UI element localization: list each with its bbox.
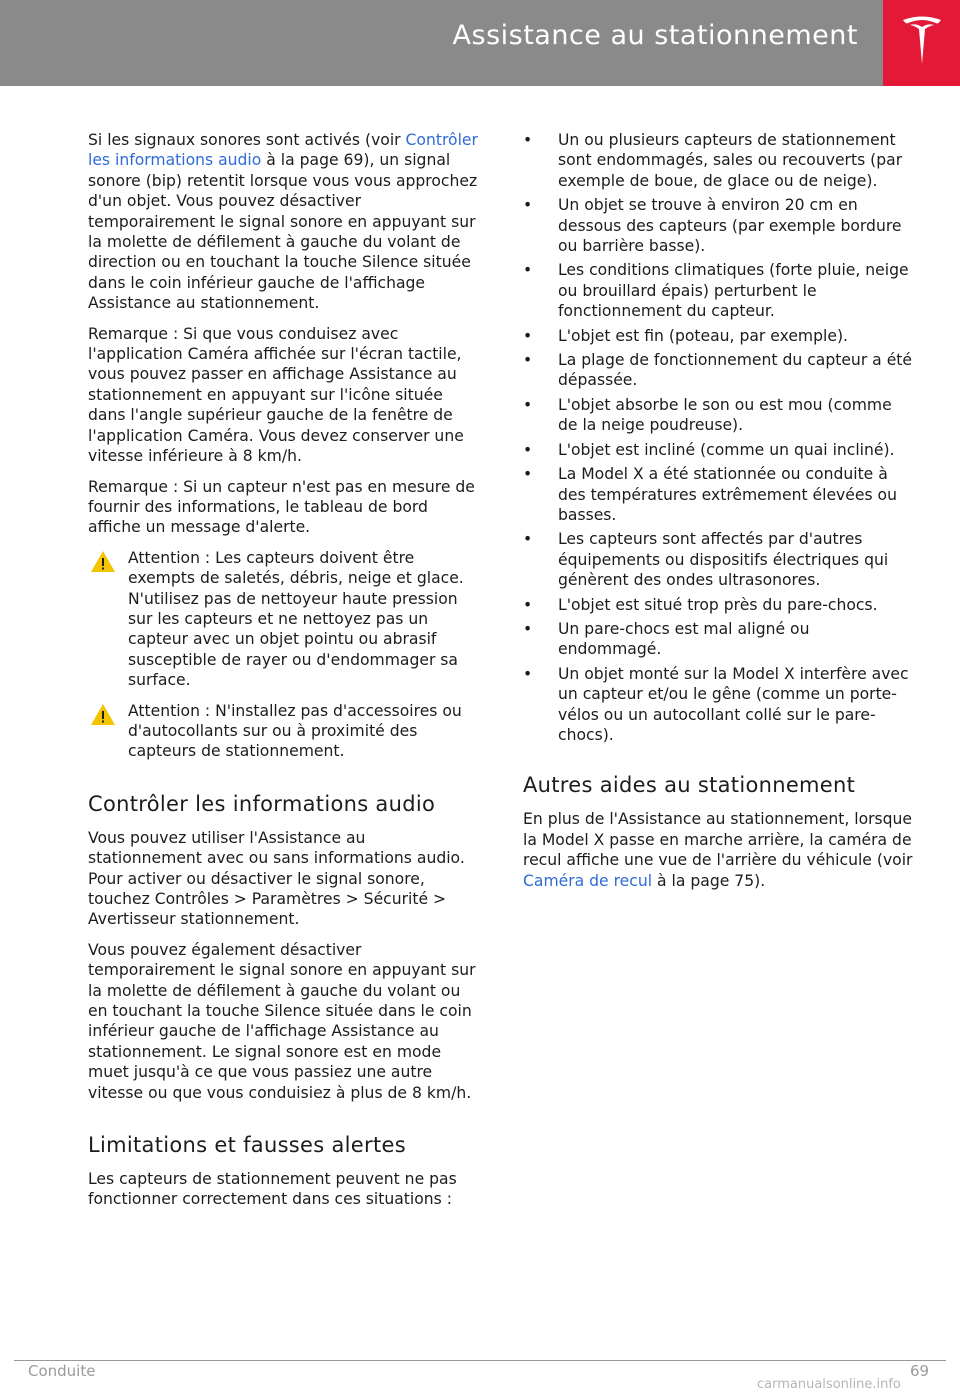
audio-paragraph-2: Vous pouvez également désactiver temporairement le signal sonore en appuyant sur la molette de défilement à gauche du volant ou en touchant la touche Silence située dans le coin inférieur gauche de l'affichage Assistance au stationnement. Le signal sonore est en mode muet jusqu'à ce que vous passiez une autre vitesse ou que vous conduisiez à plus de 8 km/h. bbox=[88, 940, 476, 1102]
list-item: • L'objet est incliné (comme un quai incliné). bbox=[523, 440, 895, 459]
heading-limitations: Limitations et fausses alertes bbox=[88, 1133, 406, 1158]
footer-section: Conduite bbox=[28, 1362, 96, 1380]
bullet: • bbox=[523, 131, 533, 149]
page-number: 69 bbox=[910, 1362, 930, 1380]
watermark: carmanualsonline.info bbox=[757, 1377, 901, 1392]
list-item: • L'objet absorbe le son ou est mou (comme de la neige poudreuse). bbox=[523, 395, 892, 435]
bullet: • bbox=[523, 395, 533, 414]
other-aids-paragraph: En plus de l'Assistance au stationnement, lorsque la Model X passe en marche arrière, la caméra de recul affiche une vue de l'arrière du véhicule (voir Caméra de recul à la page 75). bbox=[523, 810, 913, 890]
list-item: • L'objet est fin (poteau, par exemple). bbox=[523, 326, 848, 345]
bullet: • bbox=[523, 595, 533, 614]
brand-logo bbox=[883, 0, 960, 86]
footer-divider bbox=[14, 1360, 946, 1361]
bullet: • bbox=[523, 440, 533, 459]
note-sensor-paragraph: Remarque : Si un capteur n'est pas en mesure de fournir des informations, le tableau de bord affiche un message d'alerte. bbox=[88, 477, 475, 537]
list-item: • La plage de fonctionnement du capteur a été dépassée. bbox=[523, 351, 912, 390]
bullet: • bbox=[523, 530, 533, 549]
left-column bbox=[88, 130, 480, 1220]
limitations-paragraph: Les capteurs de stationnement peuvent ne pas fonctionner correctement dans ces situations : bbox=[88, 1170, 457, 1209]
page-title: Assistance au stationnement bbox=[452, 20, 858, 51]
list-item: • L'objet est situé trop près du pare-chocs. bbox=[523, 595, 878, 614]
warning-accessories-text: Attention : N'installez pas d'accessoires ou d'autocollants sur ou à proximité des capteurs de stationnement. bbox=[128, 701, 462, 761]
list-item: • Un objet se trouve à environ 20 cm en dessous des capteurs (par exemple bordure ou barrière basse). bbox=[523, 196, 902, 256]
list-item: • Un pare-chocs est mal aligné ou endommagé. bbox=[523, 619, 810, 659]
list-item: • Les capteurs sont affectés par d'autres équipements ou dispositifs électriques qui génèrent des ondes ultrasonores. bbox=[523, 530, 889, 590]
list-item: • Un ou plusieurs capteurs de stationnement sont endommagés, sales ou recouverts (par exemple de boue, de glace ou de neige). bbox=[523, 131, 903, 190]
bullet: • bbox=[523, 196, 533, 215]
bullet: • bbox=[523, 261, 533, 280]
list-item: • La Model X a été stationnée ou conduite à des températures extrêmement élevées ou basses. bbox=[523, 465, 897, 524]
heading-audio: Contrôler les informations audio bbox=[88, 791, 436, 816]
warning-accessories bbox=[88, 701, 480, 762]
warning-triangle-icon bbox=[90, 550, 116, 573]
note-camera-paragraph: Remarque : Si que vous conduisez avec l'application Caméra affichée sur l'écran tactile, vous pouvez passer en affichage Assistance au stationnement en appuyant sur l'icône située dans l'angle supérieur gauche de la fenêtre de l'application Caméra. Vous devez conserver une vitesse inférieure à 8 km/h. bbox=[88, 324, 464, 466]
list-item: • Les conditions climatiques (forte pluie, neige ou brouillard épais) perturbent le fonctionnement du capteur. bbox=[523, 261, 909, 321]
limitations-list bbox=[523, 130, 915, 745]
bullet: • bbox=[523, 326, 533, 345]
bullet: • bbox=[523, 664, 533, 683]
warning-cleaning-text: Attention : Les capteurs doivent être exempts de saletés, débris, neige et glace. N'utilisez pas de nettoyeur haute pression sur les capteurs et ne nettoyez pas un capteur avec un objet pointu ou abrasif susceptible de rayer ou d'endommager sa surface. bbox=[128, 548, 464, 690]
audio-paragraph-1: Vous pouvez utiliser l'Assistance au stationnement avec ou sans informations audio. Pour activer ou désactiver le signal sonore, touchez Contrôles > Paramètres > Sécurité > Avertisseur stationnement. bbox=[88, 828, 465, 929]
bullet: • bbox=[523, 351, 533, 370]
rear-camera-link[interactable]: Caméra de recul bbox=[523, 871, 653, 890]
heading-other-aids: Autres aides au stationnement bbox=[523, 773, 856, 798]
right-column bbox=[523, 130, 915, 901]
tesla-logo-icon bbox=[901, 14, 943, 66]
page-header bbox=[0, 0, 960, 86]
warning-triangle-icon bbox=[90, 703, 116, 726]
audio-info-link[interactable]: Contrôler les informations audio bbox=[88, 131, 478, 170]
list-item: • Un objet monté sur la Model X interfère avec un capteur et/ou le gêne (comme un porte-vélos ou un autocollant collé sur le pare-chocs). bbox=[523, 664, 909, 744]
bullet: • bbox=[523, 465, 533, 484]
warning-cleaning bbox=[88, 548, 480, 691]
bullet: • bbox=[523, 619, 533, 638]
intro-paragraph: Si les signaux sonores sont activés (voir Contrôler les informations audio à la page 69), un signal sonore (bip) retentit lorsque vous vous approchez d'un objet. Vous pouvez désactiver temporairement le signal sonore en appuyant sur la molette de défilement à gauche du volant de direction ou en touchant la touche Silence située dans le coin inférieur gauche de l'affichage Assistance au stationnement. bbox=[88, 131, 478, 313]
